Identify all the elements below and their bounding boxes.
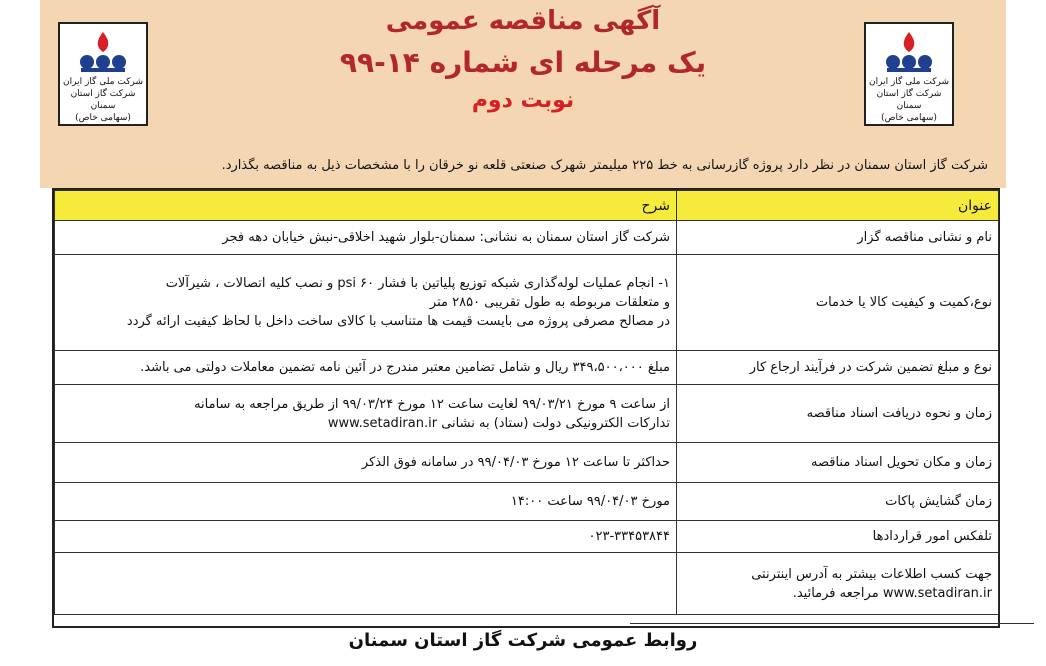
table-row [55,443,999,483]
logo-caption: شرکت ملی گاز ایران شرکت گاز استان سمنان (سهامی خاص) [63,77,143,123]
tender-table-grid [54,190,999,615]
row-desc [55,553,677,615]
row-desc [55,385,677,443]
row-title [677,553,999,615]
desc-line: در مصالح مصرفی پروژه می بایست قیمت ها متناسب با کالای ساخت داخل با لحاظ کیفیت ارائه گردد [126,314,670,329]
desc-line: تدارکات الکترونیکی دولت (ستاد) به نشانی www.setadiran.ir [327,415,670,431]
gas-flame-icon [75,30,131,74]
company-logo-left [58,22,148,126]
row-title: تلفکس امور قراردادها [677,521,999,553]
desc-line: و متعلقات مربوطه به طول تقریبی ۲۸۵۰ متر [429,295,670,310]
table-row [55,483,999,521]
desc-line: ۱- انجام عملیات لوله‌گذاری شبکه توزیع پلیاتین با فشار ۶۰ psi و نصب کلیه اتصالات ، شیرآلات [165,276,670,291]
row-desc: شرکت گاز استان سمنان به نشانی: سمنان-بلوار شهید اخلاقی-نبش خیابان دهه فجر [55,221,677,255]
table-row [55,255,999,351]
row-desc: حداکثر تا ساعت ۱۲ مورخ ۹۹/۰۴/۰۳ در سامانه فوق الذکر [55,443,677,483]
row-desc [55,255,677,351]
tender-number-title: یک مرحله ای شماره ۱۴-۹۹ [339,46,707,79]
row-title: نوع و مبلغ تضمین شرکت در فرآیند ارجاع کار [677,351,999,385]
row-title: زمان و نحوه دریافت اسناد مناقصه [677,385,999,443]
row-title: زمان و مکان تحویل اسناد مناقصه [677,443,999,483]
table-row [55,385,999,443]
table-row [55,553,999,615]
notice-title: آگهی مناقصه عمومی [385,6,661,36]
info-line: www.setadiran.ir مراجعه فرمائید. [792,585,992,601]
row-desc: مورخ ۹۹/۰۴/۰۳ ساعت ۱۴:۰۰ [55,483,677,521]
logo-caption: شرکت ملی گاز ایران شرکت گاز استان سمنان (سهامی خاص) [869,77,949,123]
header-desc-cell: شرح [55,191,677,221]
header-title-cell: عنوان [677,191,999,221]
footer-signature: روابط عمومی شرکت گاز استان سمنان [348,630,698,651]
row-title: نام و نشانی مناقصه گزار [677,221,999,255]
table-row [55,521,999,553]
row-desc: ۰۲۳-۳۳۴۵۳۸۴۴ [55,521,677,553]
intro-text: شرکت گاز استان سمنان در نظر دارد پروژه گازرسانی به خط ۲۲۵ میلیمتر شهرک صنعتی قلعه نو خرقان را با مشخصات ذیل به مناقصه بگذارد. [221,158,988,173]
row-desc: مبلغ ۳۴۹،۵۰۰،۰۰۰ ریال و شامل تضامین معتبر مندرج در آئین نامه تضمین معاملات دولتی می باشد. [55,351,677,385]
row-title: نوع،کمیت و کیفیت کالا یا خدمات [677,255,999,351]
table-header-row [55,191,999,221]
footer-divider [630,623,1034,624]
intro-band [40,148,1006,188]
info-line: جهت کسب اطلاعات بیشتر به آدرس اینترنتی [751,566,992,582]
round-title: نوبت دوم [471,88,575,113]
table-row [55,221,999,255]
table-row [55,351,999,385]
tender-table [52,188,1000,628]
row-title: زمان گشایش پاکات [677,483,999,521]
header-band [40,0,1006,148]
desc-line: از ساعت ۹ مورخ ۹۹/۰۳/۲۱ لغایت ساعت ۱۲ مورخ ۹۹/۰۳/۲۴ از طریق مراجعه به سامانه [194,396,670,412]
